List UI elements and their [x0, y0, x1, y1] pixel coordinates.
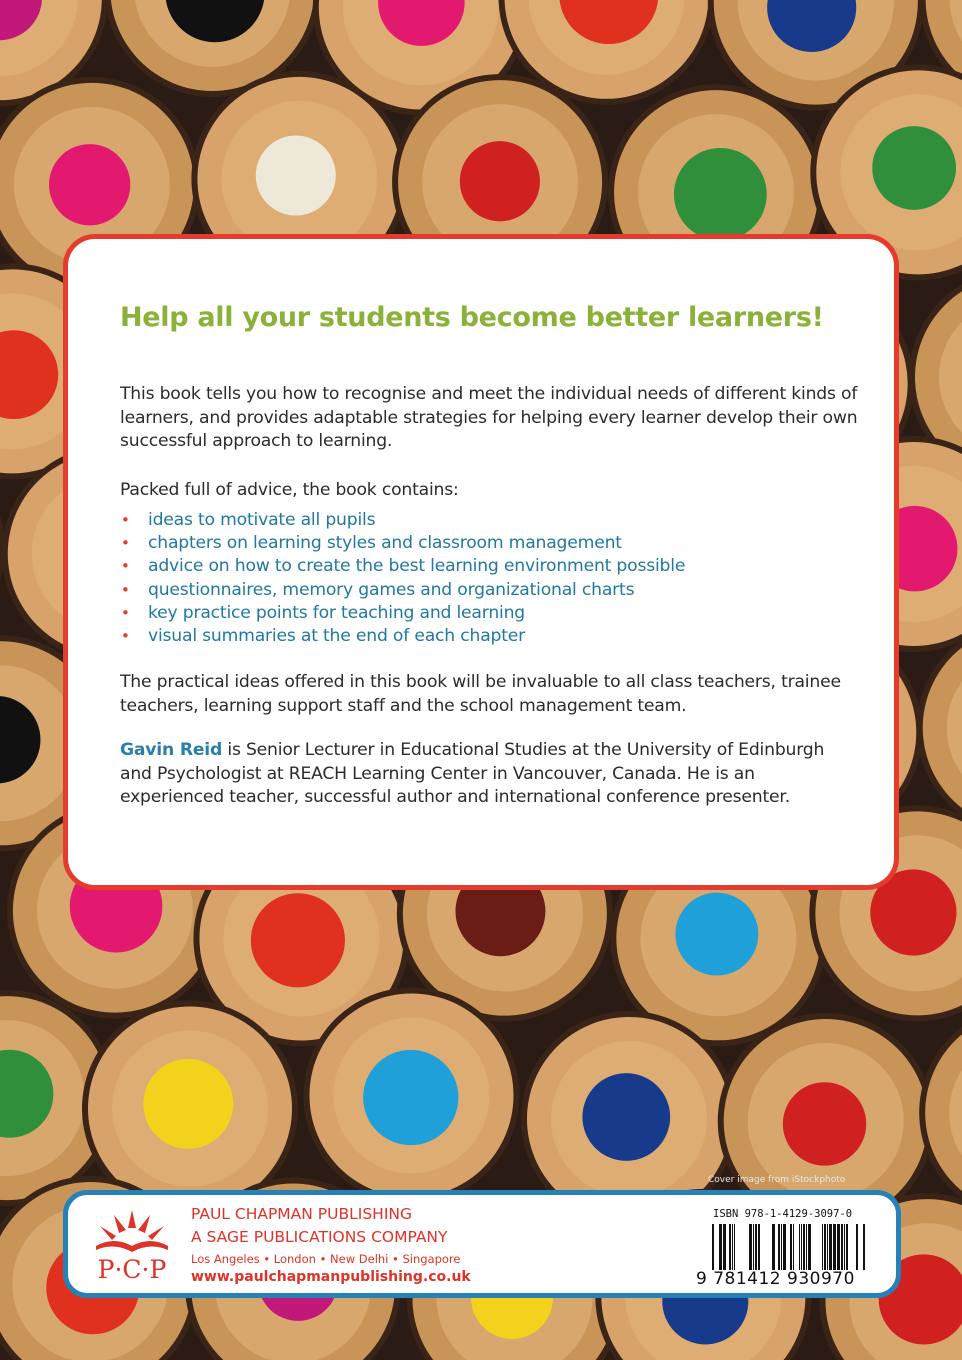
barcode-bar — [844, 1224, 845, 1270]
bullet-icon: • — [121, 627, 130, 646]
barcode-bar — [723, 1224, 726, 1270]
barcode-bar — [712, 1224, 714, 1270]
barcode-bar — [822, 1224, 823, 1270]
publisher-subtitle: A SAGE PUBLICATIONS COMPANY — [191, 1228, 448, 1246]
feature-list — [120, 509, 860, 648]
contains-lead: Packed full of advice, the book contains: — [120, 480, 459, 500]
list-item: • chapters on learning styles and classroom management — [120, 532, 860, 555]
pcp-logo-icon — [86, 1206, 178, 1284]
barcode-bar — [778, 1224, 780, 1270]
list-item: • visual summaries at the end of each chapter — [120, 625, 860, 648]
barcode-bar — [833, 1224, 836, 1270]
barcode-bar — [806, 1224, 807, 1270]
bullet-icon: • — [121, 580, 130, 599]
barcode-bar — [734, 1224, 735, 1270]
barcode-bar — [846, 1224, 848, 1270]
list-item: • key practice points for teaching and learning — [120, 602, 860, 625]
bullet-icon: • — [121, 534, 130, 553]
publisher-footer — [63, 1190, 901, 1298]
barcode-bar — [732, 1224, 733, 1270]
pencil-tip — [919, 1005, 962, 1221]
publisher-name: PAUL CHAPMAN PUBLISHING — [191, 1205, 412, 1223]
pencil-tip — [303, 988, 519, 1204]
audience-paragraph: The practical ideas offered in this book will be invaluable to all class teachers, trainee teachers, learning support staff and the school management team. — [120, 672, 841, 716]
barcode-digits: 9 781412 930970 — [696, 1269, 855, 1289]
intro-paragraph: This book tells you how to recognise and meet the individual needs of different kinds of learners, and provides adaptable strategies for helping every learner develop their own successful approach to learning. — [120, 384, 858, 451]
barcode-bar — [755, 1224, 757, 1270]
barcode — [710, 1224, 880, 1270]
bullet-icon: • — [121, 557, 130, 576]
barcode-bar — [827, 1224, 828, 1270]
barcode-bar — [729, 1224, 731, 1270]
publisher-cities: Los Angeles • London • New Delhi • Singapore — [191, 1252, 461, 1266]
barcode-bar — [801, 1224, 802, 1270]
barcode-bar — [808, 1224, 811, 1270]
barcode-bar — [753, 1224, 754, 1270]
description-panel — [63, 234, 899, 890]
barcode-bar — [758, 1224, 760, 1270]
list-item: • advice on how to create the best learning environment possible — [120, 555, 860, 578]
barcode-bar — [799, 1224, 800, 1270]
barcode-bar — [856, 1224, 858, 1270]
barcode-bar — [719, 1224, 722, 1270]
barcode-bar — [772, 1224, 775, 1270]
list-item: • ideas to motivate all pupils — [120, 509, 860, 532]
list-item: • questionnaires, memory games and organizational charts — [120, 579, 860, 602]
barcode-bar — [837, 1224, 840, 1270]
publisher-url[interactable]: www.paulchapmanpublishing.co.uk — [191, 1269, 471, 1285]
bullet-icon: • — [121, 511, 130, 529]
barcode-bar — [829, 1224, 832, 1270]
author-paragraph — [120, 739, 860, 810]
headline: Help all your students become better learners! — [120, 302, 824, 333]
author-bio: is Senior Lecturer in Educational Studies at the University of Edinburgh and Psychologist at REACH Learning Center in Vancouver, Canada. He is an experienced teacher, successful author and international conference presenter. — [120, 740, 825, 807]
barcode-bar — [803, 1224, 805, 1270]
barcode-bar — [783, 1224, 786, 1270]
author-name: Gavin Reid — [120, 740, 223, 760]
barcode-bar — [824, 1224, 826, 1270]
bullet-icon: • — [121, 603, 130, 622]
barcode-bar — [863, 1224, 865, 1270]
isbn-label: ISBN 978-1-4129-3097-0 — [713, 1208, 853, 1220]
barcode-bar — [781, 1224, 782, 1270]
pencil-tip — [917, 620, 962, 836]
barcode-bar — [841, 1224, 843, 1270]
barcode-bar — [793, 1224, 794, 1270]
svg-text:P·C·P: P·C·P — [97, 1255, 167, 1284]
image-credit: Cover image from iStockphoto — [708, 1175, 846, 1185]
barcode-bar — [749, 1224, 752, 1270]
barcode-bar — [790, 1224, 792, 1270]
